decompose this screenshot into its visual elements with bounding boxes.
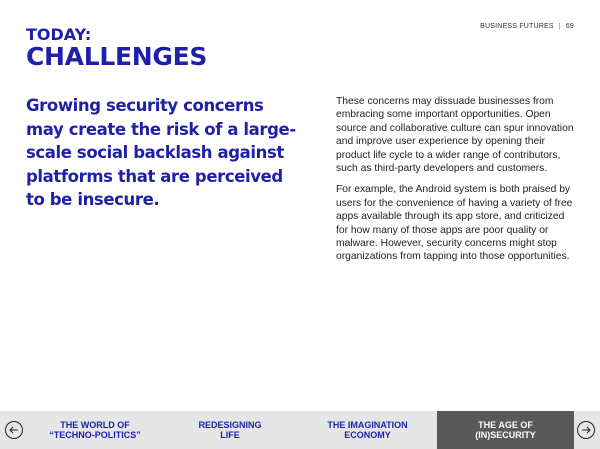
nav-techno-politics[interactable] <box>30 411 160 449</box>
page-title: CHALLENGES <box>26 42 208 71</box>
page-number: 69 <box>565 23 574 30</box>
lead-statement: Growing security concerns may create the risk of a large-scale social backlash against platforms that are perceived to be insecure. <box>26 96 296 209</box>
nav-imagination-economy[interactable] <box>300 411 435 449</box>
nav-label-line1: REDESIGNING <box>198 420 262 430</box>
title-kicker: TODAY: <box>26 25 92 44</box>
title-block <box>26 26 207 70</box>
arrow-left-circle-icon[interactable] <box>4 420 24 440</box>
nav-label-line2: (IN)SECURITY <box>475 430 536 440</box>
nav-label-line2: ECONOMY <box>344 430 391 440</box>
section-name: BUSINESS FUTURES <box>480 23 554 30</box>
arrow-right-circle-icon[interactable] <box>576 420 596 440</box>
nav-label-line1: THE WORLD OF <box>60 420 130 430</box>
body-text <box>336 95 576 272</box>
header-separator: | <box>558 23 561 30</box>
nav-label-line2: LIFE <box>220 430 240 440</box>
footer-nav <box>0 411 600 449</box>
nav-label-line2: “TECHNO-POLITICS” <box>49 430 141 440</box>
body-paragraph-1: These concerns may dissuade businesses from embracing some important opportunities. Open source and collaborative culture can spur innovation and improve user experience by opening their product life cycle to a wider range of contributors, such as third-party developers and customers. <box>336 96 574 175</box>
nav-label-line1: THE AGE OF <box>478 420 533 430</box>
nav-label-line1: THE IMAGINATION <box>327 420 408 430</box>
body-paragraph-2: For example, the Android system is both praised by users for the convenience of having a variety of free apps available through its app store, and criticized for how many of those apps are poor quality or malware. However, security concerns might stop organizations from tapping into those opportunities. <box>336 184 573 263</box>
nav-age-of-insecurity[interactable] <box>437 411 574 449</box>
nav-redesigning-life[interactable] <box>180 411 280 449</box>
page-header <box>480 23 574 30</box>
